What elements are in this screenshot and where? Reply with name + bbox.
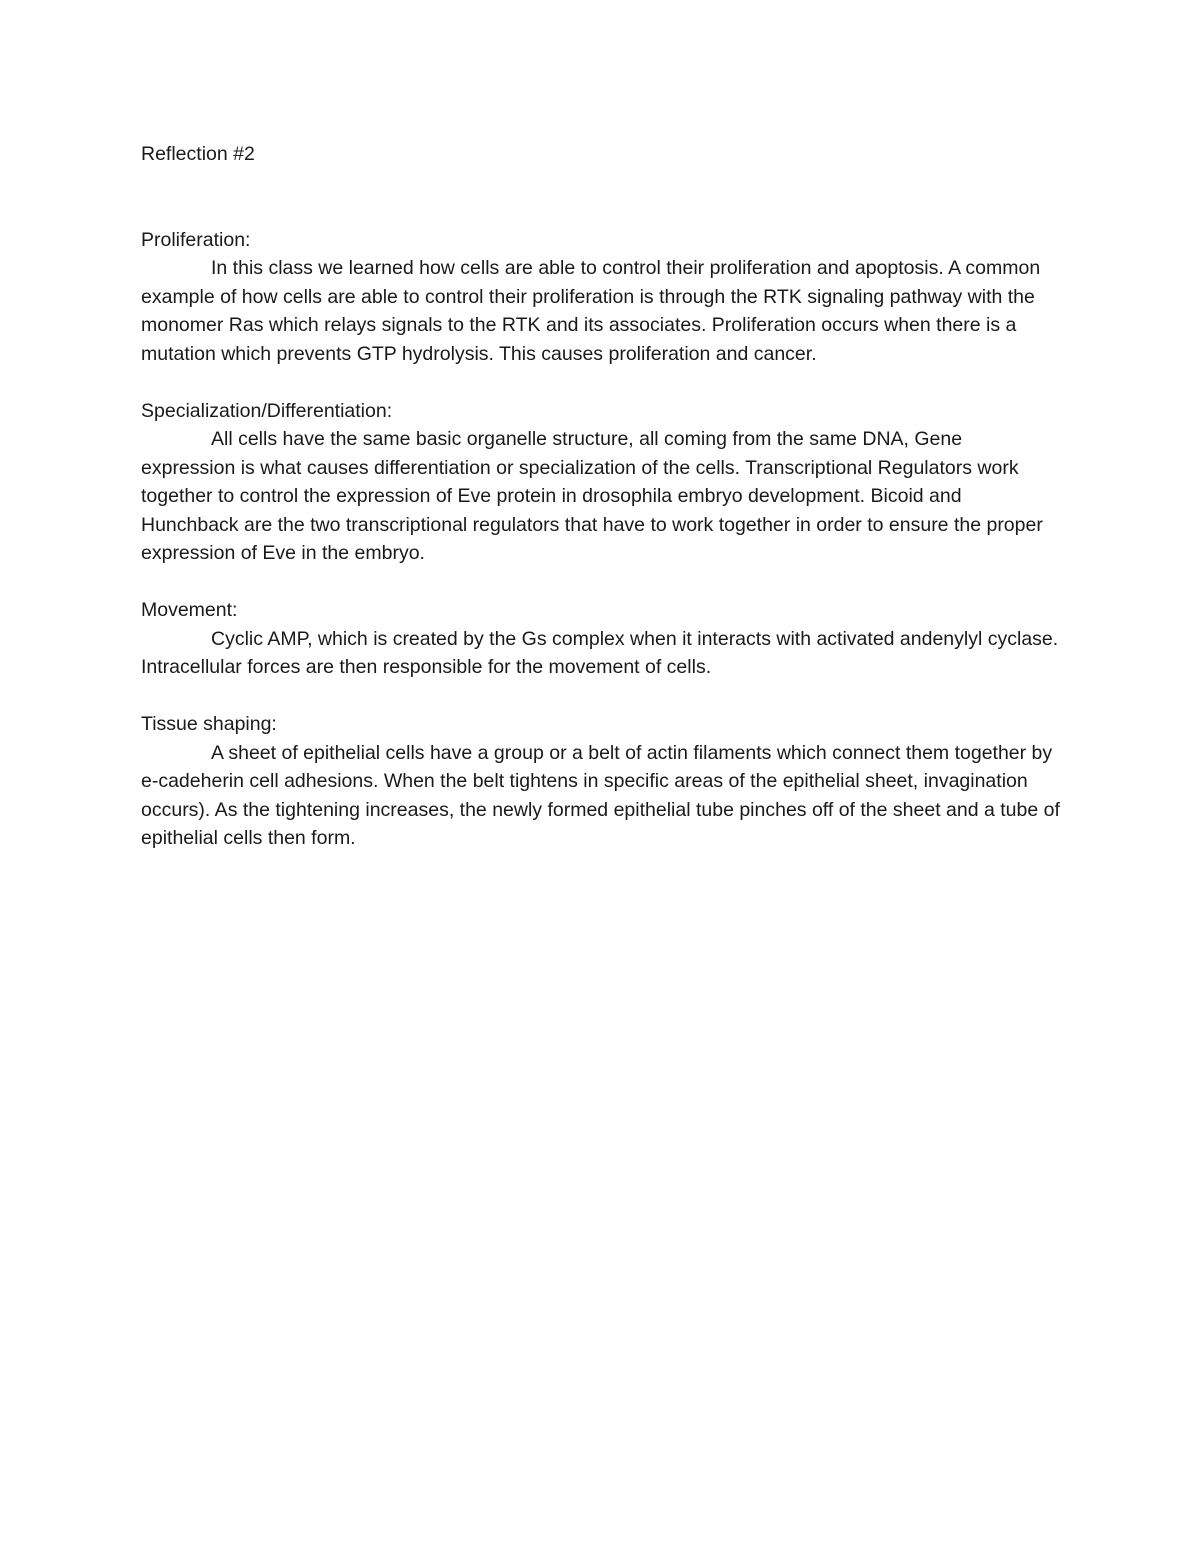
section-heading: Tissue shaping: xyxy=(141,713,277,735)
section-paragraph: A sheet of epithelial cells have a group or a belt of actin filaments which connect them together by e-cadeherin cell adhesions. When the belt tightens in specific areas of the epithelial sheet, invagination occurs). As the tightening increases, the newly formed epithelial tube pinches off of the sheet and a tube of epithelial cells then form. xyxy=(141,741,1060,849)
document-title: Reflection #2 xyxy=(141,143,255,165)
section-paragraph: Cyclic AMP, which is created by the Gs complex when it interacts with activated andenylyl cyclase. Intracellular forces are then responsible for the movement of cells. xyxy=(141,627,1059,678)
section-specialization xyxy=(141,397,1061,568)
section-paragraph: In this class we learned how cells are able to control their proliferation and apoptosis. A common example of how cells are able to control their proliferation is through the RTK signaling pathway with the monomer Ras which relays signals to the RTK and its associates. Proliferation occurs when there is a mutation which prevents GTP hydrolysis. This causes proliferation and cancer. xyxy=(141,257,1041,365)
section-movement xyxy=(141,596,1061,682)
section-heading: Specialization/Differentiation: xyxy=(141,399,393,422)
document-body xyxy=(141,140,1061,881)
section-heading: Movement: xyxy=(141,599,238,621)
section-paragraph: All cells have the same basic organelle structure, all coming from the same DNA, Gene expression is what causes differentiation or specialization of the cells. Transcriptional Regulators work together to control the expression of Eve protein in drosophila embryo development. Bicoid and Hunchback are the two transcriptional regulators that have to work together in order to ensure the proper expression of Eve in the embryo. xyxy=(141,428,1043,564)
section-heading: Proliferation: xyxy=(141,228,251,251)
section-tissue-shaping xyxy=(141,710,1061,853)
section-proliferation xyxy=(141,226,1061,369)
